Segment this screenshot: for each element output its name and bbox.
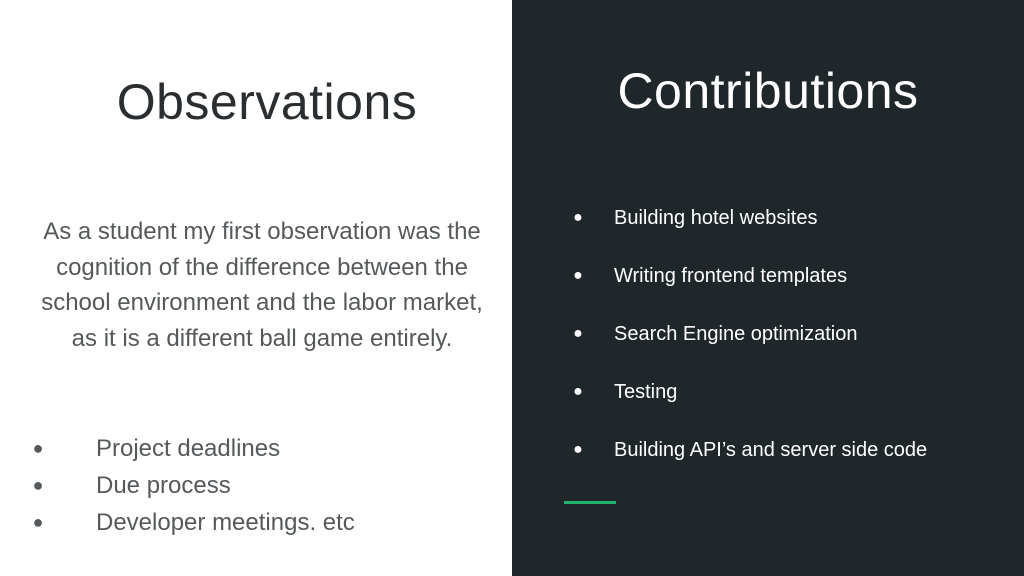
bullet-dot-icon: ● xyxy=(573,209,583,226)
contributions-bullet-item xyxy=(562,432,982,468)
bullet-dot-icon: ● xyxy=(32,475,44,495)
observations-bullet-item xyxy=(28,504,498,541)
contributions-bullet-item xyxy=(562,200,982,236)
contributions-title: Contributions xyxy=(617,63,919,119)
contributions-bullet-item xyxy=(562,316,982,352)
contributions-panel xyxy=(512,0,1024,576)
bullet-dot-icon: ● xyxy=(32,438,44,458)
observations-bullet-list xyxy=(28,430,498,541)
bullet-dot-icon: ● xyxy=(573,383,583,400)
observations-bullet-label: Developer meetings. etc xyxy=(96,509,355,536)
contributions-bullet-label: Testing xyxy=(614,381,678,403)
contributions-bullet-list xyxy=(562,200,982,490)
bullet-dot-icon: ● xyxy=(573,325,583,342)
contributions-bullet-item xyxy=(562,374,982,410)
bullet-dot-icon: ● xyxy=(573,267,583,284)
accent-underline xyxy=(564,501,616,504)
observations-bullet-item xyxy=(28,467,498,504)
bullet-dot-icon: ● xyxy=(32,512,44,532)
contributions-bullet-item xyxy=(562,258,982,294)
observations-title: Observations xyxy=(116,74,418,130)
contributions-bullet-label: Building hotel websites xyxy=(614,207,818,229)
contributions-bullet-label: Building API’s and server side code xyxy=(614,439,928,461)
observations-bullet-label: Project deadlines xyxy=(96,435,281,462)
observations-paragraph: As a student my first observation was the cognition of the difference between the school environment and the labor market, as it is a different ball game entirely. xyxy=(41,218,483,352)
contributions-bullet-label: Writing frontend templates xyxy=(614,265,848,287)
observations-bullet-label: Due process xyxy=(96,472,231,499)
bullet-dot-icon: ● xyxy=(573,441,583,458)
observations-bullet-item xyxy=(28,430,498,467)
contributions-bullet-label: Search Engine optimization xyxy=(614,323,858,345)
